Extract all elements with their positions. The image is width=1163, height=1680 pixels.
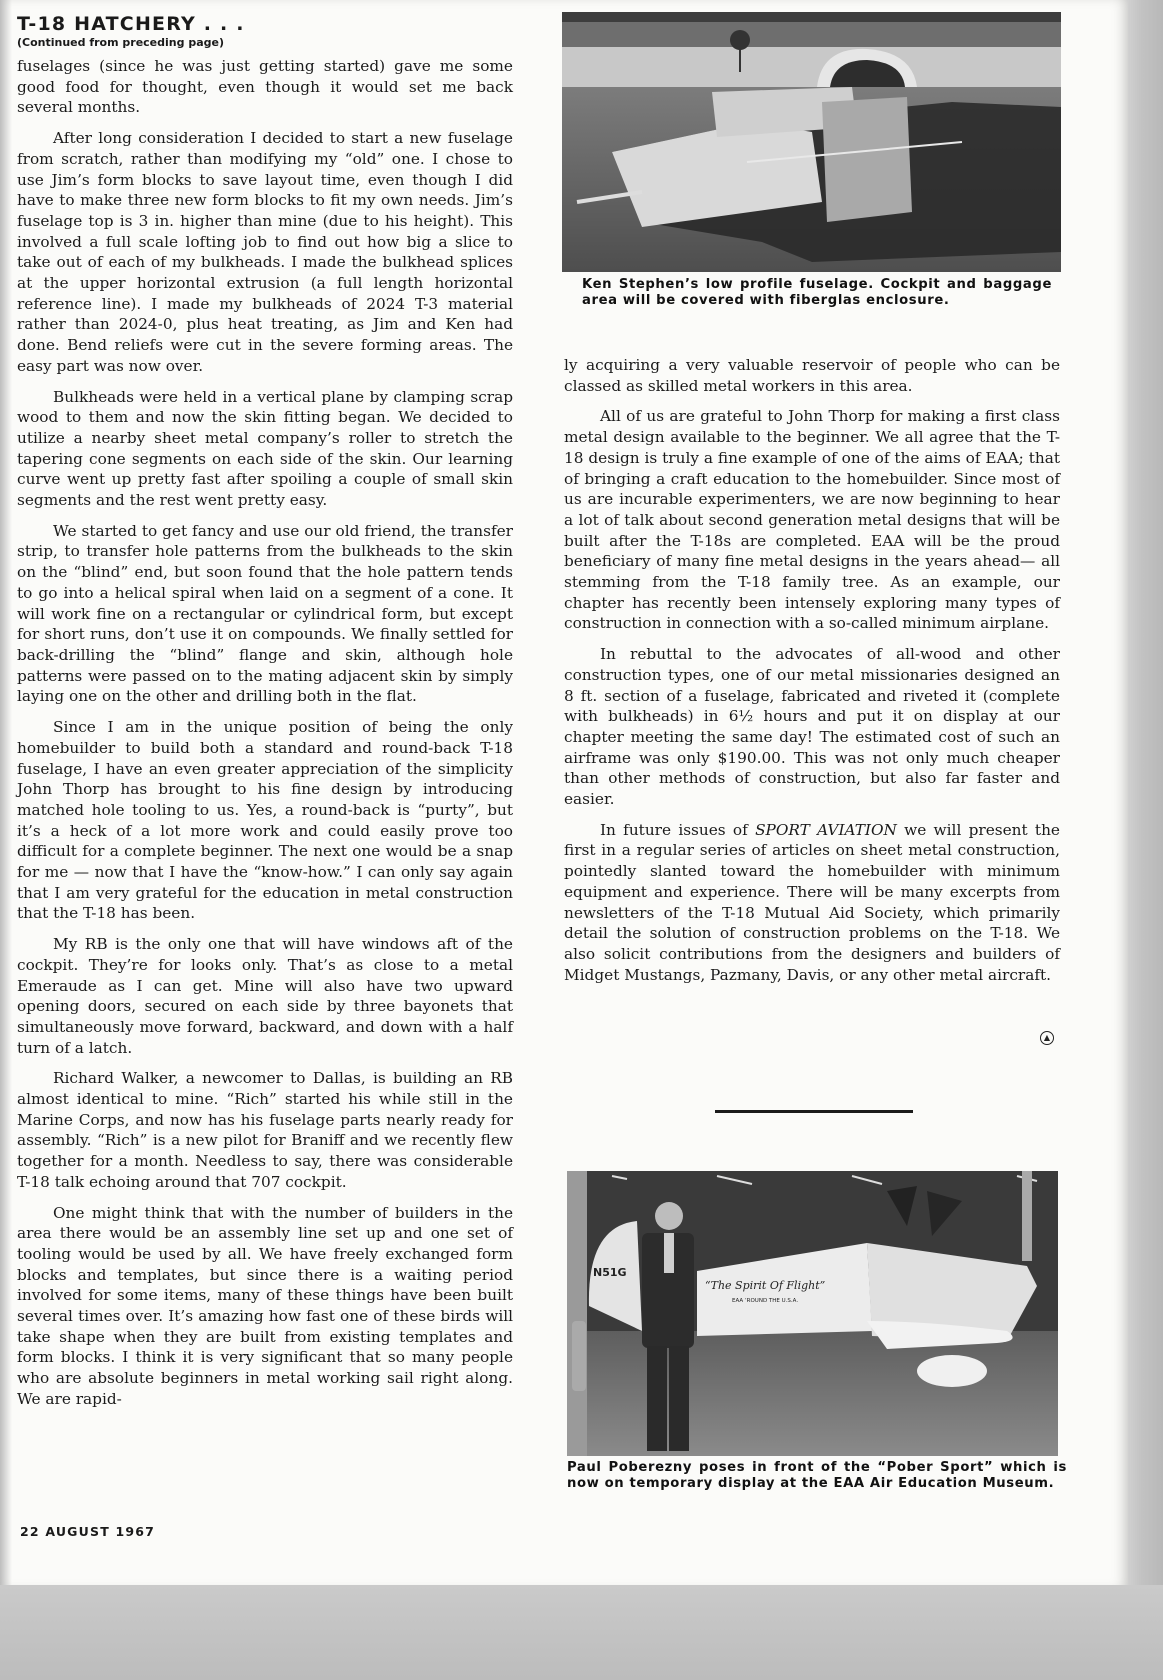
pober-sport-photo	[567, 1171, 1058, 1456]
fuselage-photo-graphic	[562, 12, 1061, 272]
paragraph: All of us are grateful to John Thorp for making a first class metal design available to the beginner. We all agree that the T-18 design is truly a fine example of one of the aims of EAA; that of bringing a craft education to the homebuilder. Since most of us are incurable experimenters, we are now beginning to hear a lot of talk about second generation metal designs that will be built after the T-18s are completed. EAA will be the proud beneficiary of many fine metal designs in the years ahead— all stemming from the T-18 family tree. As an example, our chapter has recently been intensely exploring many types of construction in connection with a so-called minimum airplane.	[564, 407, 1060, 633]
fuselage-photo	[562, 12, 1061, 272]
aircraft-subtext: EAA ‘ROUND THE U.S.A.	[732, 1298, 799, 1304]
paragraph-final	[564, 820, 1060, 986]
end-mark-glyph: ▲	[1043, 1033, 1051, 1042]
page-folio: 22 AUGUST 1967	[20, 1524, 156, 1539]
pober-sport-photo-graphic	[567, 1171, 1058, 1456]
paragraph-lead: In future issues of	[600, 820, 756, 839]
fuselage-photo-caption: Ken Stephen’s low profile fuselage. Cockpit and baggage area will be covered with fiberglas enclosure.	[582, 277, 1052, 308]
paragraph-rest: we will present the first in a regular series of articles on sheet metal construction, pointedly slanted toward the homebuilder with minimum equipment and experience. There will be many excerpts from newsletters of the T-18 Mutual Aid Society, which primarily detail the solution of construction problems on the T-18. We also solicit contributions from the designers and builders of Midget Mustangs, Pazmany, Davis, or any other metal aircraft.	[564, 820, 1060, 984]
aircraft-name-text: “The Spirit Of Flight”	[705, 1279, 826, 1292]
paragraph: After long consideration I decided to start a new fuselage from scratch, rather than modifying my “old” one. I chose to use Jim’s form blocks to save layout time, even though I did have to make three new form blocks to fit my own needs. Jim’s fuselage top is 3 in. higher than mine (due to his height). This involved a full scale lofting job to find out how big a slice to take out of each of my bulkheads. I made the bulkhead splices at the upper horizontal extrusion (a full length horizontal reference line). I made my bulkheads of 2024 T-3 material rather than 2024-0, plus heat treating, as Jim and Ken had done. Bend reliefs were cut in the severe forming areas. The easy part was now over.	[17, 129, 513, 375]
paragraph: We started to get fancy and use our old friend, the transfer strip, to transfer hole patterns from the bulkheads to the skin on the “blind” end, but soon found that the hole pattern tends to go into a helical spiral when laid on a segment of a cone. It will work fine on a rectangular or cylindrical form, but except for short runs, don’t use it on compounds. We finally settled for back-drilling the “blind” flange and skin, although hole patterns were passed on to the mating adjacent skin by simply laying one on the other and drilling both in the flat.	[17, 521, 513, 706]
page-right-edge	[1128, 0, 1163, 1588]
paragraph: Since I am in the unique position of being the only homebuilder to build both a standard and round-back T-18 fuselage, I have an even greater appreciation of the simplicity John Thorp has brought to his fine design by introducing matched hole tooling to us. Yes, a round-back is “purty”, but it’s a heck of a lot more work and could easily prove too difficult for a complete beginner. The next one would be a snap for me — now that I have the “know-how.” I can only say again that I am very grateful for the education in metal construction that the T-18 has been.	[17, 718, 513, 923]
registration-text: N51G	[593, 1266, 627, 1279]
page-bottom-edge	[0, 1585, 1163, 1680]
paragraph: One might think that with the number of builders in the area there would be an assembly line set up and one set of tooling would be used by all. We have freely exchanged form blocks and templates, but since there is a waiting period involved for some items, many of these things have been built several times over. It’s amazing how fast one of these birds will take shape when they are built from existing templates and form blocks. I think it is very significant that so many people who are absolute beginners in metal working sail right along. We are rapid-	[17, 1203, 513, 1408]
left-column	[17, 12, 513, 1420]
eaa-end-mark-icon	[1040, 1031, 1054, 1045]
section-divider	[715, 1110, 913, 1113]
paragraph: ly acquiring a very valuable reservoir of people who can be classed as skilled metal workers in this area.	[564, 356, 1060, 395]
paragraph: In rebuttal to the advocates of all-wood and other construction types, one of our metal missionaries designed an 8 ft. section of a fuselage, fabricated and riveted it (complete with bulkheads) in 6½ hours and put it on display at our chapter meeting the same day! The estimated cost of such an airframe was only $190.00. This was not only much cheaper than other methods of construction, but also far faster and easier.	[564, 645, 1060, 809]
paragraph: My RB is the only one that will have windows aft of the cockpit. They’re for looks only. That’s as close to a metal Emeraude as I can get. Mine will also have two upward opening doors, secured on each side by three bayonets that simultaneously move forward, backward, and down with a half turn of a latch.	[17, 935, 513, 1057]
pober-sport-photo-caption: Paul Poberezny poses in front of the “Pober Sport” which is now on temporary display at the EAA Air Education Museum.	[567, 1460, 1067, 1491]
right-column-body	[564, 355, 1060, 995]
paragraph: Richard Walker, a newcomer to Dallas, is building an RB almost identical to mine. “Rich” started his while still in the Marine Corps, and now has his fuselage parts nearly ready for assembly. “Rich” is a new pilot for Braniff and we recently flew together for a month. Needless to say, there was considerable T-18 talk echoing around that 707 cockpit.	[17, 1069, 513, 1191]
paragraph: fuselages (since he was just getting started) gave me some good food for thought, even though it would set me back several months.	[17, 57, 513, 117]
continuation-note: (Continued from preceding page)	[17, 36, 224, 49]
article-title: T-18 HATCHERY . . .	[17, 13, 245, 35]
magazine-title: SPORT AVIATION	[755, 820, 897, 839]
paragraph: Bulkheads were held in a vertical plane by clamping scrap wood to them and now the skin fitting began. We decided to utilize a nearby sheet metal company’s roller to stretch the tapering cone segments on each side of the skin. Our learning curve went up pretty fast after spoiling a couple of small skin segments and the rest went pretty easy.	[17, 387, 513, 510]
left-column-body	[17, 56, 513, 1410]
